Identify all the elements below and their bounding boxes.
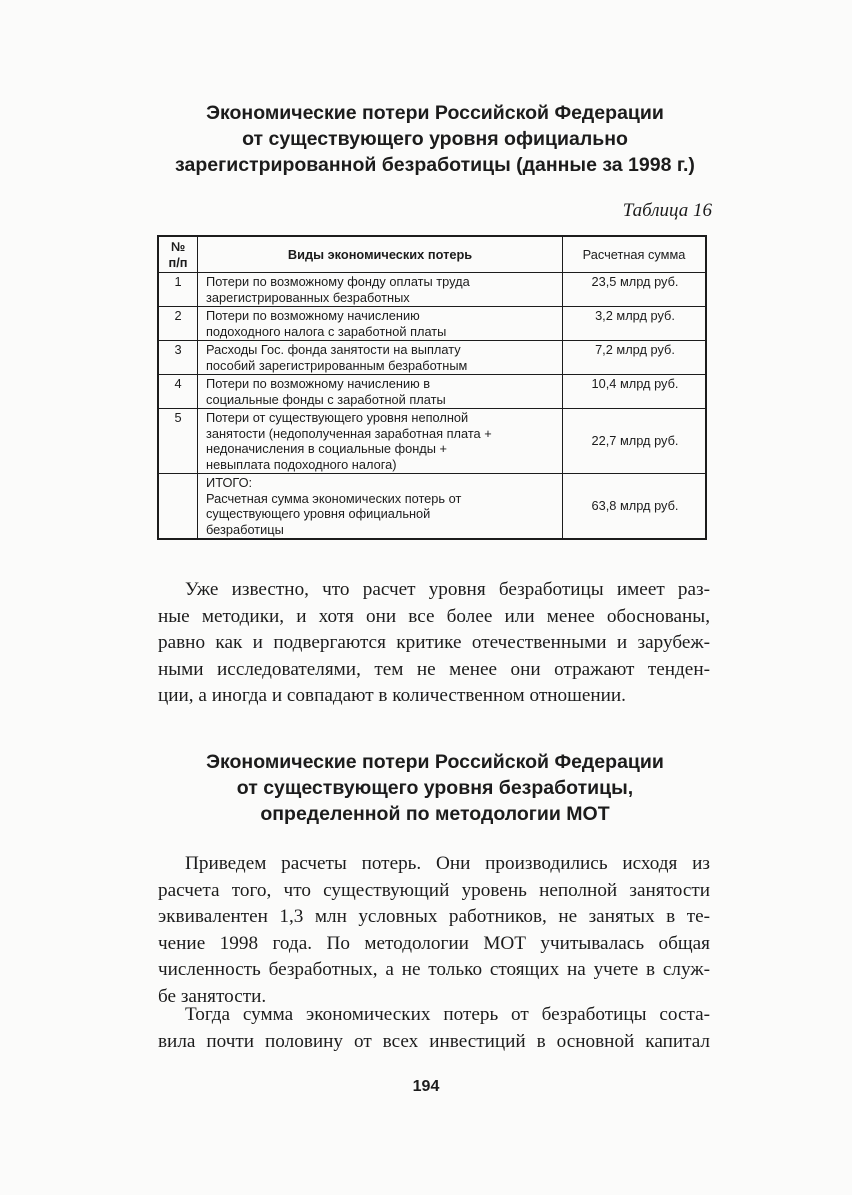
description-line: безработицы <box>206 521 284 537</box>
header-num-line: № <box>170 239 186 254</box>
table-total-row <box>158 474 706 540</box>
description-line: Расчетная сумма экономических потерь от <box>206 490 462 506</box>
paragraph-line: Тогда сумма экономических потерь от безработицы соста- <box>185 1004 710 1025</box>
description-line: ИТОГО: <box>206 475 253 490</box>
paragraph-line: расчета того, что существующий уровень неполной занятости <box>158 879 710 901</box>
table-row <box>158 375 706 409</box>
row-sum: 63,8 млрд руб. <box>563 474 707 540</box>
row-number: 3 <box>158 341 198 375</box>
row-number: 2 <box>158 307 198 341</box>
row-number: 4 <box>158 375 198 409</box>
description-line: Потери по возможному начислению в <box>206 376 431 391</box>
table-header-row <box>158 236 706 273</box>
description-line: невыплата подоходного налога) <box>206 456 397 472</box>
paragraph-line: эквивалентен 1,3 млн условных работников, не занятых в те- <box>158 906 710 927</box>
description-line: Расходы Гос. фонда занятости на выплату <box>206 342 461 357</box>
row-description <box>198 273 563 307</box>
header-loss-type: Виды экономических потерь <box>198 236 563 273</box>
row-sum: 23,5 млрд руб. <box>563 273 707 307</box>
paragraph-line: равно как и подвергаются критике отечественными и зарубеж- <box>158 632 710 653</box>
header-sum: Расчетная сумма <box>563 236 707 273</box>
paragraph-line: чение 1998 года. По методологии МОТ учитывалась общая <box>158 932 710 954</box>
paragraph-line: ции, а иногда и совпадают в количественном отношении. <box>158 685 626 706</box>
page-number: 194 <box>412 1078 440 1095</box>
table-row <box>158 273 706 307</box>
description-line: Потери по возможному начислению <box>206 308 420 323</box>
row-description <box>198 341 563 375</box>
description-line: Потери от существующего уровня неполной <box>206 410 469 425</box>
row-description <box>198 307 563 341</box>
description-line: занятости (недополученная заработная плата + <box>206 425 492 441</box>
heading-line: зарегистрированной безработицы (данные за 1998 г.) <box>175 154 695 176</box>
row-sum: 10,4 млрд руб. <box>563 375 707 409</box>
row-description <box>198 409 563 474</box>
heading-line: от существующего уровня безработицы, <box>236 777 634 799</box>
description-line: недоначисления в социальные фонды + <box>206 441 447 456</box>
economic-losses-table <box>157 235 707 540</box>
row-sum: 22,7 млрд руб. <box>563 409 707 474</box>
paragraph-calculations <box>158 851 710 1010</box>
row-description <box>198 375 563 409</box>
description-line: Потери по возможному фонду оплаты труда <box>206 274 470 289</box>
heading-line: Экономические потери Российской Федерации <box>206 751 664 773</box>
row-number: 5 <box>158 409 198 474</box>
paragraph-line: бе занятости. <box>158 985 267 1007</box>
table-row <box>158 409 706 474</box>
header-num <box>158 236 198 273</box>
paragraph-line: численность безработных, а не только стоящих на учете в служ- <box>158 959 710 980</box>
row-sum: 3,2 млрд руб. <box>563 307 707 341</box>
paragraph-line: вила почти половину от всех инвестиций в основной капитал <box>158 1030 710 1052</box>
paragraph-line: ными исследователями, тем не менее они отражают тенден- <box>158 658 710 680</box>
description-line: зарегистрированных безработных <box>206 289 410 305</box>
row-number <box>158 474 198 540</box>
paragraph-line: Приведем расчеты потерь. Они производились исходя из <box>185 853 710 874</box>
description-line: подоходного налога с заработной платы <box>206 323 447 339</box>
description-line: существующего уровня официальной <box>206 506 431 521</box>
section-heading-registered-unemployment <box>130 100 740 178</box>
row-number: 1 <box>158 273 198 307</box>
paragraph-investment-share <box>158 1002 710 1055</box>
paragraph-methodologies <box>158 577 710 710</box>
section-heading-ilo-methodology <box>130 749 740 827</box>
heading-line: определенной по методологии МОТ <box>260 803 610 825</box>
paragraph-line: ные методики, и хотя они все более или менее обоснованы, <box>158 605 710 627</box>
row-sum: 7,2 млрд руб. <box>563 341 707 375</box>
paragraph-line: Уже известно, что расчет уровня безработицы имеет раз- <box>185 579 710 600</box>
description-line: социальные фонды с заработной платы <box>206 391 446 407</box>
table-label: Таблица 16 <box>622 200 712 221</box>
table-row <box>158 341 706 375</box>
description-line: пособий зарегистрированным безработным <box>206 357 468 373</box>
header-num-line: п/п <box>168 254 188 270</box>
table-row <box>158 307 706 341</box>
row-description <box>198 474 563 540</box>
heading-line: от существующего уровня официально <box>242 128 628 150</box>
heading-line: Экономические потери Российской Федерации <box>206 102 664 124</box>
